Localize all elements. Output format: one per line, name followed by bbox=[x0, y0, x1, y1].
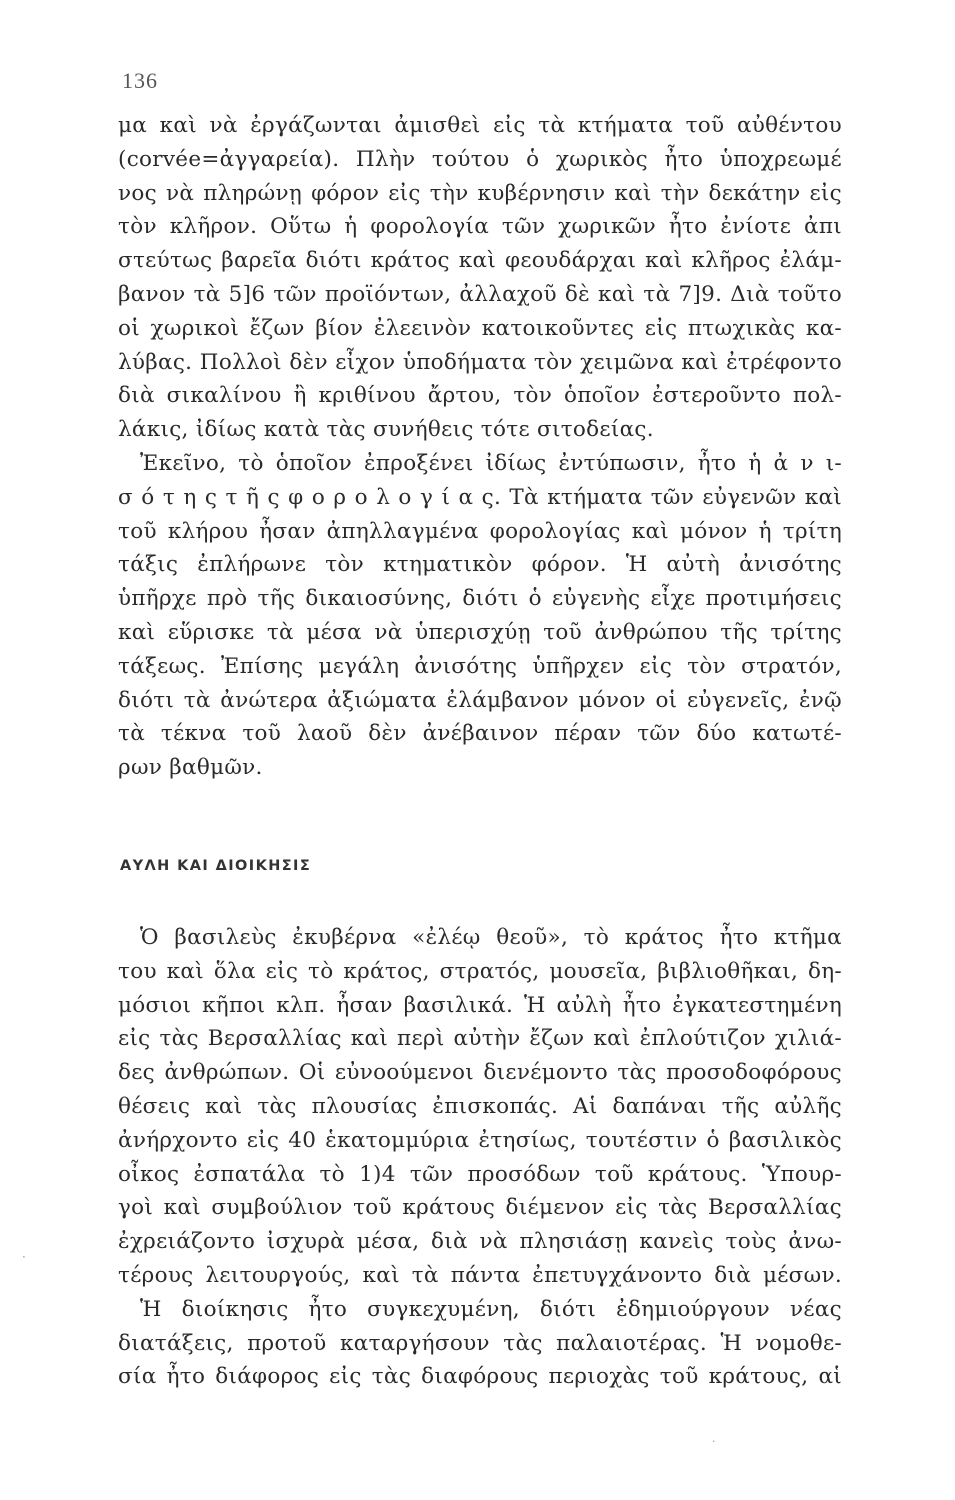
text-line: τέρους λειτουργούς, καὶ τὰ πάντα ἐπετυγχάνοντο διὰ μέσων. bbox=[118, 1262, 842, 1288]
text-line: λύβας. Πολλοὶ δὲν εἶχον ὑποδήματα τὸν χειμῶνα καὶ ἐτρέφοντο bbox=[118, 349, 842, 375]
text-line: εἰς τὰς Βερσαλλίας καὶ περὶ αὐτὴν ἔζων καὶ ἐπλούτιζον χιλιά- bbox=[118, 1026, 842, 1052]
text-line: σ ό τ η ς τ ῆ ς φ ο ρ ο λ ο γ ί α ς. Τὰ κτήματα τῶν εὐγενῶν καὶ bbox=[118, 484, 842, 510]
text-line: μα καὶ νὰ ἐργάζωνται ἀμισθεὶ εἰς τὰ κτήματα τοῦ αὐθέντου bbox=[118, 113, 842, 138]
text-line: Ὁ βασιλεὺς ἐκυβέρνα «ἐλέῳ θεοῦ», τὸ κράτος ἦτο κτῆμα bbox=[140, 925, 842, 950]
text-line: ἐχρειάζοντο ἰσχυρὰ μέσα, διὰ νὰ πλησιάσῃ κανεὶς τοὺς ἀνω- bbox=[118, 1229, 842, 1255]
section-heading: ΑΥΛΗ ΚΑΙ ΔΙΟΙΚΗΣΙΣ bbox=[120, 858, 312, 874]
paragraph-1 bbox=[118, 109, 842, 785]
text-line: ἀνήρχοντο εἰς 40 ἑκατομμύρια ἐτησίως, τουτέστιν ὁ βασιλικὸς bbox=[118, 1127, 842, 1153]
text-line: νος νὰ πληρώνῃ φόρον εἰς τὴν κυβέρνησιν καὶ τὴν δεκάτην εἰς bbox=[118, 180, 842, 206]
text-line: μόσιοι κῆποι κλπ. ἦσαν βασιλικά. Ἡ αὐλὴ ἦτο ἐγκατεστημένη bbox=[118, 992, 842, 1018]
text-line: ρων βαθμῶν. bbox=[118, 755, 263, 781]
text-line: γοὶ καὶ συμβούλιον τοῦ κράτους διέμενον εἰς τὰς Βερσαλλίας bbox=[118, 1195, 842, 1221]
text-line: οἶκος ἐσπατάλα τὸ 1)4 τῶν προσόδων τοῦ κράτους. Ὑπουρ- bbox=[118, 1161, 842, 1187]
paragraph-2 bbox=[118, 921, 842, 1394]
text-line: ὑπῆρχε πρὸ τῆς δικαιοσύνης, διότι ὁ εὐγενὴς εἶχε προτιμήσεις bbox=[118, 586, 842, 612]
text-line: τάξις ἐπλήρωνε τὸν κτηματικὸν φόρον. Ἡ αὐτὴ ἀνισότης bbox=[118, 552, 842, 578]
text-line: Ἡ διοίκησις ἦτο συγκεχυμένη, διότι ἐδημιούργουν νέας bbox=[140, 1296, 842, 1322]
text-line: τοῦ κλήρου ἦσαν ἀπηλλαγμένα φορολογίας καὶ μόνον ἡ τρίτη bbox=[118, 518, 842, 544]
text-line: θέσεις καὶ τὰς πλουσίας ἐπισκοπάς. Αἱ δαπάναι τῆς αὐλῆς bbox=[118, 1093, 842, 1119]
margin-mark: · bbox=[22, 1250, 26, 1264]
text-line: (corvée=ἀγγαρεία). Πλὴν τούτου ὁ χωρικὸς ἦτο ὑποχρεωμέ bbox=[118, 146, 842, 172]
text-line: τάξεως. Ἐπίσης μεγάλη ἀνισότης ὑπῆρχεν εἰς τὸν στρατόν, bbox=[118, 653, 842, 679]
page-number: 136 bbox=[122, 68, 158, 93]
text-line: διὰ σικαλίνου ἢ κριθίνου ἄρτου, τὸν ὁποῖον ἐστεροῦντο πολ- bbox=[118, 383, 842, 409]
margin-mark: · bbox=[712, 1435, 716, 1448]
text-line: καὶ εὕρισκε τὰ μέσα νὰ ὑπερισχύῃ τοῦ ἀνθρώπου τῆς τρίτης bbox=[118, 619, 842, 645]
text-line: στεύτως βαρεῖα διότι κράτος καὶ φεουδάρχαι καὶ κλῆρος ἐλάμ- bbox=[118, 248, 842, 274]
text-line: Ἐκεῖνο, τὸ ὁποῖον ἐπροξένει ἰδίως ἐντύπωσιν, ἦτο ἡ ἀ ν ι- bbox=[140, 450, 842, 476]
text-line: δες ἀνθρώπων. Οἱ εὐνοούμενοι διενέμοντο τὰς προσοδοφόρους bbox=[118, 1060, 842, 1086]
text-line: οἱ χωρικοὶ ἔζων βίον ἐλεεινὸν κατοικοῦντες εἰς πτωχικὰς κα- bbox=[118, 315, 842, 341]
text-line: σία ἦτο διάφορος εἰς τὰς διαφόρους περιοχὰς τοῦ κράτους, αἱ bbox=[118, 1364, 842, 1390]
text-line: διατάξεις, προτοῦ καταργήσουν τὰς παλαιοτέρας. Ἡ νομοθε- bbox=[118, 1330, 842, 1356]
text-line: λάκις, ἰδίως κατὰ τὰς συνήθεις τότε σιτοδείας. bbox=[118, 417, 654, 443]
text-line: τὰ τέκνα τοῦ λαοῦ δὲν ἀνέβαινον πέραν τῶν δύο κατωτέ- bbox=[118, 721, 842, 747]
text-line: βανον τὰ 5]6 τῶν προϊόντων, ἀλλαχοῦ δὲ καὶ τὰ 7]9. Διὰ τοῦτο bbox=[118, 281, 842, 307]
text-line: του καὶ ὅλα εἰς τὸ κράτος, στρατός, μουσεῖα, βιβλιοθῆκαι, δη- bbox=[118, 958, 842, 984]
text-line: διότι τὰ ἀνώτερα ἀξιώματα ἐλάμβανον μόνον οἱ εὐγενεῖς, ἐνῷ bbox=[118, 687, 842, 713]
text-line: τὸν κλῆρον. Οὕτω ἡ φορολογία τῶν χωρικῶν ἦτο ἐνίοτε ἀπι bbox=[118, 214, 842, 240]
